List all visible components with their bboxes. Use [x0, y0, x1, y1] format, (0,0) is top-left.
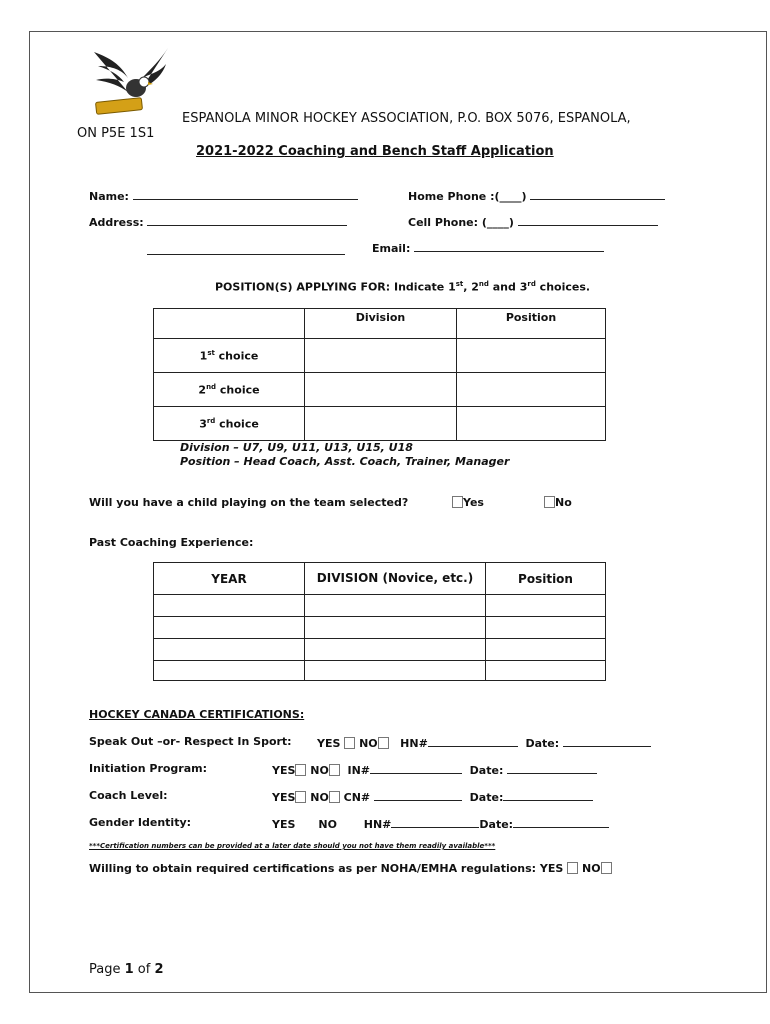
speak-out-date-field[interactable] — [563, 735, 651, 747]
exp-cell[interactable] — [305, 661, 486, 681]
speak-out-no-label: NO — [359, 737, 378, 750]
exp-cell[interactable] — [154, 595, 305, 617]
child-no-checkbox[interactable] — [544, 496, 555, 508]
speak-out-hn-field[interactable] — [428, 735, 518, 747]
willing-no-checkbox[interactable] — [601, 862, 612, 874]
initiation-date-field[interactable] — [507, 762, 597, 774]
choice-label-1 — [154, 339, 305, 373]
page-number — [89, 962, 164, 977]
positions-heading — [215, 280, 590, 294]
coach-level-label: Coach Level: — [89, 789, 168, 802]
table-row — [154, 617, 606, 639]
experience-table — [153, 562, 606, 681]
name-field[interactable] — [89, 188, 358, 203]
exp-cell[interactable] — [486, 595, 606, 617]
page-number-current: 1 — [124, 962, 134, 977]
speak-out-yes-label: YES — [317, 737, 341, 750]
gender-date-label: Date: — [479, 818, 514, 831]
table-row — [154, 339, 606, 373]
certification-note: ***Certification numbers can be provided at a later date should you not have them readily available*** — [89, 842, 496, 850]
child-yes-option[interactable] — [452, 496, 484, 509]
choice-text-3: choice — [215, 417, 259, 431]
exp-cell[interactable] — [486, 639, 606, 661]
child-yes-checkbox[interactable] — [452, 496, 463, 508]
page-number-mid: of — [133, 962, 155, 977]
initiation-no-checkbox[interactable] — [329, 764, 340, 776]
form-title: 2021-2022 Coaching and Bench Staff Application — [196, 144, 554, 159]
year-header: YEAR — [154, 563, 305, 595]
choice-sup-1: st — [207, 348, 215, 357]
choice-label-3 — [154, 407, 305, 441]
gender-row — [272, 816, 609, 831]
table-row — [154, 639, 606, 661]
coach-date-field[interactable] — [503, 789, 593, 801]
coach-level-row — [272, 789, 593, 804]
positions-heading-sup-2: nd — [478, 280, 489, 288]
willing-yes-checkbox[interactable] — [567, 862, 578, 874]
address-label: Address: — [89, 216, 144, 229]
position-cell-2[interactable] — [457, 373, 606, 407]
page-number-total: 2 — [154, 962, 164, 977]
experience-division-header: DIVISION (Novice, etc.) — [305, 563, 486, 595]
speak-out-no-checkbox[interactable] — [378, 737, 389, 749]
document-page — [29, 31, 767, 993]
exp-cell[interactable] — [486, 661, 606, 681]
choice-text-2: choice — [216, 383, 260, 397]
initiation-yes-label: YES — [272, 764, 296, 777]
choice-sup-2: nd — [206, 382, 217, 391]
exp-cell[interactable] — [154, 661, 305, 681]
positions-heading-text-2: , 2 — [463, 280, 479, 294]
coach-date-label: Date: — [469, 791, 504, 804]
division-note: Division – U7, U9, U11, U13, U15, U18 — [180, 441, 413, 454]
exp-cell[interactable] — [486, 617, 606, 639]
child-no-option[interactable] — [544, 496, 572, 509]
gender-hn-label: HN# — [363, 818, 392, 831]
exp-cell[interactable] — [154, 639, 305, 661]
choice-text-1: choice — [214, 349, 259, 363]
child-question: Will you have a child playing on the team selected? — [89, 496, 409, 509]
coach-yes-label: YES — [272, 791, 296, 804]
choice-num-2: 2 — [198, 383, 207, 397]
child-yes-label: Yes — [463, 496, 484, 509]
choice-num-1: 1 — [199, 349, 208, 363]
gender-date-field[interactable] — [513, 816, 609, 828]
speak-out-label: Speak Out –or- Respect In Sport: — [89, 735, 292, 748]
coach-cn-label: CN# — [343, 791, 371, 804]
positions-heading-text-4: choices. — [535, 280, 591, 294]
coach-yes-checkbox[interactable] — [295, 791, 306, 803]
gender-no-label[interactable]: NO — [318, 818, 337, 831]
speak-out-date-label: Date: — [525, 737, 560, 750]
experience-heading: Past Coaching Experience: — [89, 536, 254, 549]
org-address-line-2: ON P5E 1S1 — [77, 126, 155, 141]
table-row — [154, 407, 606, 441]
coach-no-label: NO — [310, 791, 329, 804]
initiation-row — [272, 762, 597, 777]
exp-cell[interactable] — [305, 595, 486, 617]
position-header: Position — [457, 309, 606, 339]
initiation-in-field[interactable] — [370, 762, 462, 774]
positions-heading-sup-1: st — [455, 280, 464, 288]
exp-cell[interactable] — [154, 617, 305, 639]
cell-phone-field[interactable] — [408, 214, 658, 229]
exp-cell[interactable] — [305, 639, 486, 661]
gender-yes-label[interactable]: YES — [272, 818, 296, 831]
exp-cell[interactable] — [305, 617, 486, 639]
speak-out-yes-checkbox[interactable] — [344, 737, 355, 749]
address-field[interactable] — [89, 214, 347, 229]
position-note: Position – Head Coach, Asst. Coach, Trainer, Manager — [180, 455, 510, 468]
position-cell-1[interactable] — [457, 339, 606, 373]
table-row — [154, 373, 606, 407]
address-line-2-field[interactable] — [147, 240, 345, 259]
division-cell-2[interactable] — [305, 373, 457, 407]
division-header: Division — [305, 309, 457, 339]
coach-cn-field[interactable] — [374, 789, 462, 801]
home-phone-label: Home Phone :(____) — [408, 190, 527, 203]
choice-sup-3: rd — [206, 416, 216, 425]
division-cell-1[interactable] — [305, 339, 457, 373]
initiation-label: Initiation Program: — [89, 762, 208, 775]
speak-out-row — [317, 735, 651, 750]
table-corner-cell — [154, 309, 305, 339]
child-no-label: No — [555, 496, 572, 509]
org-address-line: ESPANOLA MINOR HOCKEY ASSOCIATION, P.O. BOX 5076, ESPANOLA, — [182, 111, 631, 126]
position-cell-3[interactable] — [457, 407, 606, 441]
gender-label: Gender Identity: — [89, 816, 192, 829]
table-row — [154, 595, 606, 617]
cell-phone-label: Cell Phone: (____) — [408, 216, 514, 229]
table-row — [154, 661, 606, 681]
initiation-no-label: NO — [310, 764, 329, 777]
speak-out-hn-label: HN# — [400, 737, 428, 750]
position-choice-table — [153, 308, 606, 441]
positions-heading-text-3: and 3 — [488, 280, 528, 294]
home-phone-field[interactable] — [408, 188, 665, 203]
email-field[interactable] — [372, 240, 604, 255]
choice-label-2 — [154, 373, 305, 407]
page-number-pre: Page — [89, 962, 125, 977]
initiation-yes-checkbox[interactable] — [295, 764, 306, 776]
eagle-logo-icon — [90, 44, 172, 116]
willing-label: Willing to obtain required certifications as per NOHA/EMHA regulations: YES — [89, 862, 564, 875]
initiation-in-label: IN# — [347, 764, 370, 777]
positions-heading-text: POSITION(S) APPLYING FOR: Indicate 1 — [215, 280, 456, 294]
certs-heading: HOCKEY CANADA CERTIFICATIONS: — [89, 708, 305, 721]
willing-no-label: NO — [581, 862, 601, 875]
gender-hn-field[interactable] — [391, 816, 479, 828]
experience-position-header: Position — [486, 563, 606, 595]
name-label: Name: — [89, 190, 129, 203]
willing-row — [89, 862, 612, 875]
coach-no-checkbox[interactable] — [329, 791, 340, 803]
initiation-date-label: Date: — [469, 764, 504, 777]
email-label: Email: — [372, 242, 411, 255]
choice-num-3: 3 — [199, 417, 207, 431]
positions-heading-sup-3: rd — [527, 280, 536, 288]
division-cell-3[interactable] — [305, 407, 457, 441]
